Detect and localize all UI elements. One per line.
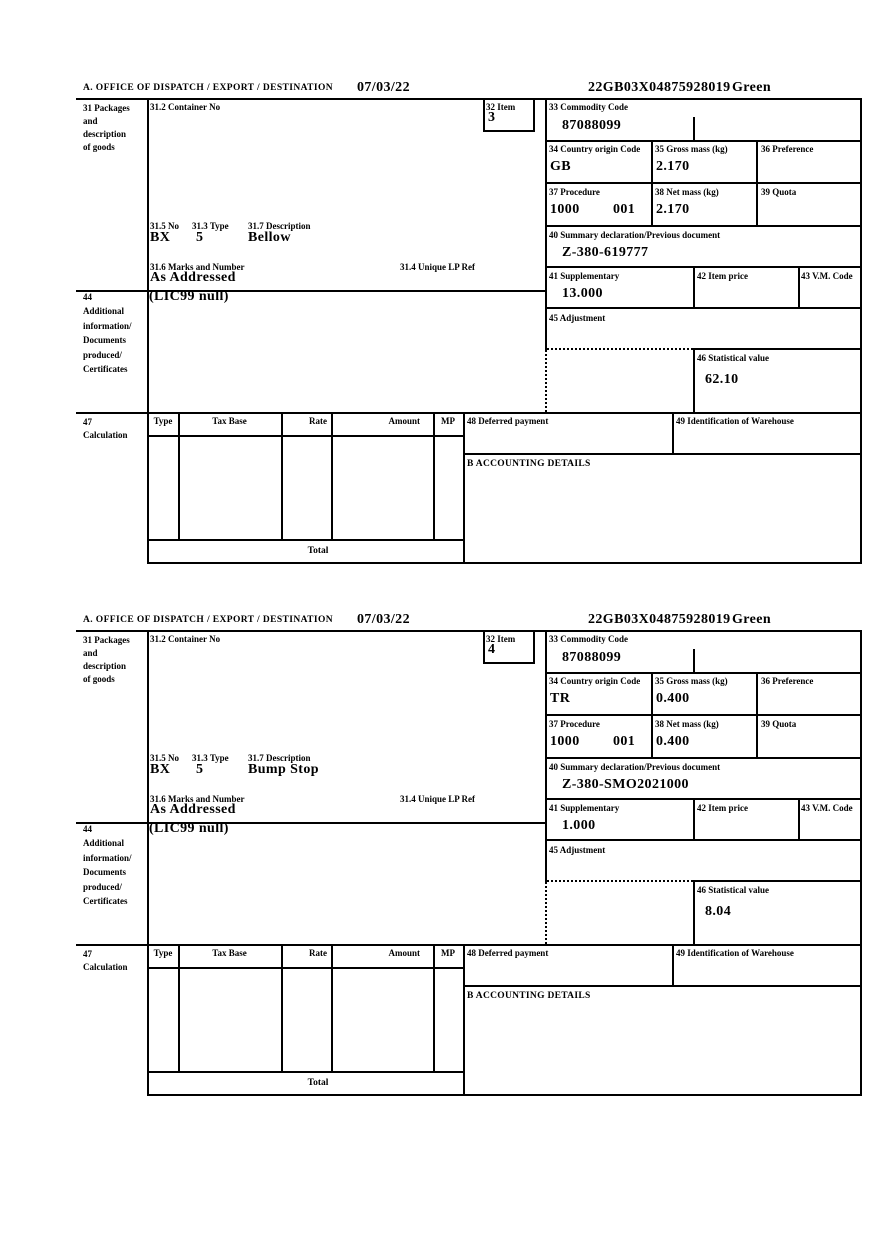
calc-col4-rule: [433, 944, 435, 1073]
box31-label-line2: and: [83, 648, 98, 658]
box44-label-line2: Additional: [83, 838, 125, 848]
movement-reference-number: 22GB03X04875928019: [588, 612, 731, 627]
country-origin-value: GB: [550, 159, 572, 174]
box37-row-rule: [545, 757, 862, 759]
box35-36-divider-rule: [756, 140, 758, 227]
box32-right-rule: [533, 630, 535, 664]
box40-bottom-rule: [545, 798, 862, 800]
office-of-dispatch-label: A. OFFICE OF DISPATCH / EXPORT / DESTINATION: [83, 83, 334, 93]
calc-col2-rule: [281, 944, 283, 1073]
form-top-rule: [76, 630, 862, 632]
procedure-qualifier-value: 001: [613, 202, 636, 217]
box44-label-line3: information/: [83, 853, 132, 863]
box48-49-divider-rule: [672, 944, 674, 987]
additional-information-value: (LIC99 null): [149, 821, 229, 836]
box42-43-divider-rule: [798, 266, 800, 309]
calculation-top-rule: [76, 944, 862, 946]
box32-bottom-rule: [483, 130, 535, 132]
box31-2-label: 31.2 Container No: [150, 634, 221, 644]
previous-document-value: Z-380-SMO2021000: [562, 777, 689, 792]
calc-header-tax-base: Tax Base: [212, 416, 247, 426]
box33-bottom-rule: [545, 672, 862, 674]
calc-col3-rule: [331, 944, 333, 1073]
box48-49-divider-rule: [672, 412, 674, 455]
box42-label: 42 Item price: [697, 803, 748, 813]
box46-label: 46 Statistical value: [697, 353, 769, 363]
box31-6-label: 31.6 Marks and Number: [150, 794, 245, 804]
box44-label-line3: information/: [83, 321, 132, 331]
marks-and-numbers-value: As Addressed: [150, 270, 236, 285]
left-column-rule: [147, 630, 149, 1096]
previous-document-value: Z-380-619777: [562, 245, 649, 260]
calc-col3-rule: [331, 412, 333, 541]
additional-information-value: (LIC99 null): [149, 289, 229, 304]
calc-body-bottom-rule: [148, 539, 463, 541]
calc-header-rate: Rate: [309, 416, 327, 426]
calc-header-amount: Amount: [388, 416, 420, 426]
calc-header-rule: [148, 967, 463, 969]
net-mass-value: 2.170: [656, 202, 690, 217]
calc-col1-rule: [178, 944, 180, 1073]
box35-36-divider-rule: [756, 672, 758, 759]
box31-7-label: 31.7 Description: [248, 753, 311, 763]
calc-header-amount: Amount: [388, 948, 420, 958]
box44-label-line2: Additional: [83, 306, 125, 316]
box44-label-line4: Documents: [83, 335, 126, 345]
package-count-value: BX: [150, 762, 171, 777]
country-origin-value: TR: [550, 691, 571, 706]
box44-label-line1: 44: [83, 292, 92, 302]
box39-label: 39 Quota: [761, 187, 797, 197]
box34-label: 34 Country origin Code: [549, 144, 641, 154]
dotted-divider-rule: [545, 350, 547, 412]
box31-label-line4: of goods: [83, 142, 115, 152]
center-divider-rule: [545, 98, 547, 350]
net-mass-value: 0.400: [656, 734, 690, 749]
box37-label: 37 Procedure: [549, 187, 600, 197]
commodity-code-value: 87088099: [562, 118, 622, 133]
box37-row-rule: [545, 225, 862, 227]
box35-label: 35 Gross mass (kg): [655, 676, 728, 686]
box31-2-label: 31.2 Container No: [150, 102, 221, 112]
right-border-rule: [860, 98, 862, 564]
box41-label: 41 Supplementary: [549, 271, 620, 281]
box32-right-rule: [533, 98, 535, 132]
declaration-item-block: [76, 80, 866, 570]
box31-4-label: 31.4 Unique LP Ref: [400, 262, 476, 272]
box47-label-line1: 47: [83, 417, 92, 427]
box33-label: 33 Commodity Code: [549, 102, 628, 112]
box33-label: 33 Commodity Code: [549, 634, 628, 644]
calc-total-label: Total: [307, 1078, 329, 1088]
box34-label: 34 Country origin Code: [549, 676, 641, 686]
box48-label: 48 Deferred payment: [467, 948, 549, 958]
item-number-value: 3: [488, 110, 496, 125]
box44-label-line5: produced/: [83, 350, 122, 360]
gross-mass-value: 2.170: [656, 159, 690, 174]
box33-bottom-rule: [545, 140, 862, 142]
box32-label: 32 Item: [486, 634, 516, 644]
supplementary-units-value: 1.000: [562, 818, 596, 833]
calc-header-mp: MP: [441, 416, 455, 426]
package-type-value: 5: [196, 762, 204, 777]
item-number-value: 4: [488, 642, 496, 657]
calc-header-rate: Rate: [309, 948, 327, 958]
calc-col4-rule: [433, 412, 435, 541]
box41-42-divider-rule: [693, 798, 695, 841]
box44-label-line5: produced/: [83, 882, 122, 892]
box34-35-divider-rule: [651, 672, 653, 759]
office-of-dispatch-label: A. OFFICE OF DISPATCH / EXPORT / DESTINATION: [83, 615, 334, 625]
box49-label: 49 Identification of Warehouse: [676, 948, 794, 958]
statistical-value: 8.04: [705, 904, 732, 919]
form-bottom-rule: [148, 562, 862, 564]
box46-top-rule: [693, 880, 862, 882]
box31-label-line2: and: [83, 116, 98, 126]
box31-label-line3: description: [83, 129, 127, 139]
declaration-date: 07/03/22: [357, 612, 410, 627]
box44-label-line6: Certificates: [83, 364, 128, 374]
box31-label-line1: 31 Packages: [83, 635, 130, 645]
box48-label: 48 Deferred payment: [467, 416, 549, 426]
supplementary-units-value: 13.000: [562, 286, 603, 301]
calc-right-rule: [463, 412, 465, 564]
box41-row-rule: [545, 839, 862, 841]
accounting-details-label: B ACCOUNTING DETAILS: [467, 991, 591, 1001]
box38-label: 38 Net mass (kg): [655, 187, 719, 197]
box46-left-rule: [693, 880, 695, 946]
box38-label: 38 Net mass (kg): [655, 719, 719, 729]
box32-bottom-rule: [483, 662, 535, 664]
box43-label: 43 V.M. Code: [801, 271, 853, 281]
box32-label: 32 Item: [486, 102, 516, 112]
calc-header-type: Type: [153, 416, 173, 426]
calc-header-type: Type: [153, 948, 173, 958]
box39-label: 39 Quota: [761, 719, 797, 729]
box46-top-rule: [693, 348, 862, 350]
box34-35-divider-rule: [651, 140, 653, 227]
box46-left-rule: [693, 348, 695, 414]
right-border-rule: [860, 630, 862, 1096]
box41-row-rule: [545, 307, 862, 309]
form-top-rule: [76, 98, 862, 100]
box47-label-line2: Calculation: [83, 962, 128, 972]
calculation-top-rule: [76, 412, 862, 414]
box45-dotted-rule: [547, 348, 693, 350]
box31-4-label: 31.4 Unique LP Ref: [400, 794, 476, 804]
box32-left-rule: [483, 98, 485, 132]
box41-42-divider-rule: [693, 266, 695, 309]
box31-5-label: 31.5 No: [150, 221, 179, 231]
box37-label: 37 Procedure: [549, 719, 600, 729]
goods-description-value: Bump Stop: [248, 762, 319, 777]
box40-bottom-rule: [545, 266, 862, 268]
statistical-value: 62.10: [705, 372, 739, 387]
declaration-item-block: [76, 612, 866, 1102]
calc-body-bottom-rule: [148, 1071, 463, 1073]
box36-label: 36 Preference: [761, 676, 814, 686]
box46-label: 46 Statistical value: [697, 885, 769, 895]
calc-col2-rule: [281, 412, 283, 541]
left-column-rule: [147, 98, 149, 564]
calc-total-label: Total: [307, 546, 329, 556]
box40-label: 40 Summary declaration/Previous document: [549, 230, 721, 240]
box42-label: 42 Item price: [697, 271, 748, 281]
calc-col1-rule: [178, 412, 180, 541]
box45-dotted-rule: [547, 880, 693, 882]
box41-label: 41 Supplementary: [549, 803, 620, 813]
calc-header-mp: MP: [441, 948, 455, 958]
goods-description-value: Bellow: [248, 230, 291, 245]
box40-label: 40 Summary declaration/Previous document: [549, 762, 721, 772]
procedure-code-value: 1000: [550, 734, 580, 749]
procedure-qualifier-value: 001: [613, 734, 636, 749]
box44-label-line4: Documents: [83, 867, 126, 877]
box31-6-label: 31.6 Marks and Number: [150, 262, 245, 272]
box35-label: 35 Gross mass (kg): [655, 144, 728, 154]
accounting-details-label: B ACCOUNTING DETAILS: [467, 459, 591, 469]
box48-bottom-rule: [463, 453, 862, 455]
commodity-code-tick: [693, 117, 695, 142]
box48-bottom-rule: [463, 985, 862, 987]
box43-label: 43 V.M. Code: [801, 803, 853, 813]
dotted-divider-rule: [545, 882, 547, 944]
box47-label-line2: Calculation: [83, 430, 128, 440]
form-bottom-rule: [148, 1094, 862, 1096]
calc-right-rule: [463, 944, 465, 1096]
calc-header-tax-base: Tax Base: [212, 948, 247, 958]
box32-left-rule: [483, 630, 485, 664]
gross-mass-value: 0.400: [656, 691, 690, 706]
center-divider-rule: [545, 630, 547, 882]
calc-header-rule: [148, 435, 463, 437]
box31-5-label: 31.5 No: [150, 753, 179, 763]
box45-label: 45 Adjustment: [549, 845, 606, 855]
box36-label: 36 Preference: [761, 144, 814, 154]
package-type-value: 5: [196, 230, 204, 245]
box31-7-label: 31.7 Description: [248, 221, 311, 231]
box31-3-label: 31.3 Type: [192, 753, 229, 763]
box44-label-line1: 44: [83, 824, 92, 834]
procedure-code-value: 1000: [550, 202, 580, 217]
box44-label-line6: Certificates: [83, 896, 128, 906]
routing-status: Green: [732, 612, 772, 627]
box49-label: 49 Identification of Warehouse: [676, 416, 794, 426]
commodity-code-tick: [693, 649, 695, 674]
declaration-date: 07/03/22: [357, 80, 410, 95]
movement-reference-number: 22GB03X04875928019: [588, 80, 731, 95]
marks-and-numbers-value: As Addressed: [150, 802, 236, 817]
box42-43-divider-rule: [798, 798, 800, 841]
box31-label-line1: 31 Packages: [83, 103, 130, 113]
package-count-value: BX: [150, 230, 171, 245]
box31-3-label: 31.3 Type: [192, 221, 229, 231]
commodity-code-value: 87088099: [562, 650, 622, 665]
box34-row-rule: [545, 182, 862, 184]
routing-status: Green: [732, 80, 772, 95]
box47-label-line1: 47: [83, 949, 92, 959]
box31-label-line4: of goods: [83, 674, 115, 684]
box34-row-rule: [545, 714, 862, 716]
box31-label-line3: description: [83, 661, 127, 671]
box45-label: 45 Adjustment: [549, 313, 606, 323]
